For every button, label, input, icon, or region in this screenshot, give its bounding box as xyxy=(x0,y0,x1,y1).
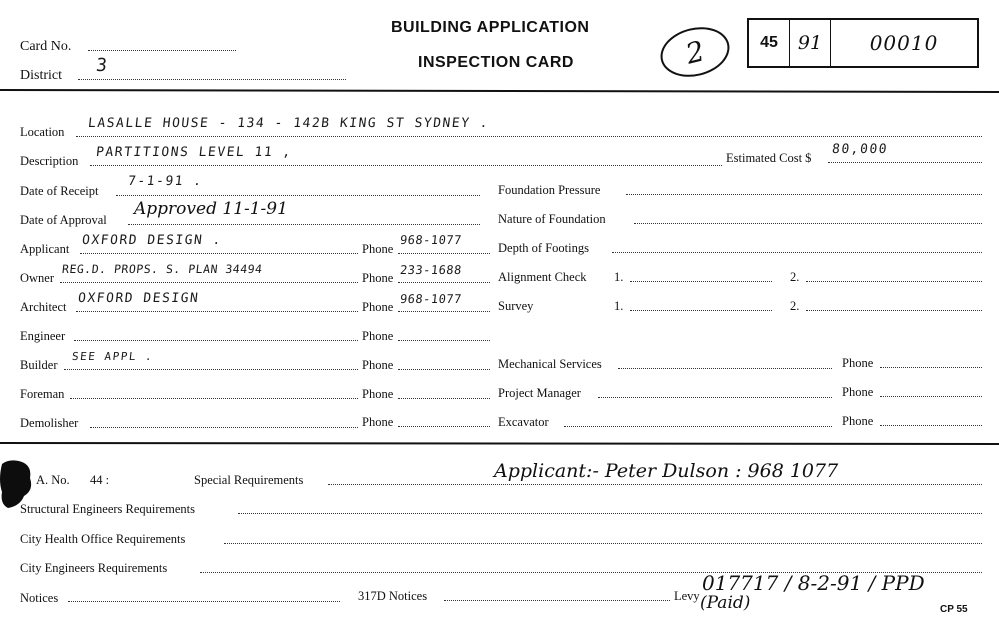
engineer-phone-field[interactable] xyxy=(398,340,490,341)
date-of-receipt-field[interactable] xyxy=(116,195,480,196)
owner-label: Owner xyxy=(20,271,55,285)
builder-label: Builder xyxy=(20,358,58,372)
nature-of-foundation-field[interactable] xyxy=(634,223,982,224)
mechanical-services-field[interactable] xyxy=(618,368,832,369)
architect-value: OXFORD DESIGN xyxy=(77,291,201,306)
owner-field[interactable] xyxy=(60,282,358,283)
survey-field-1[interactable] xyxy=(630,310,772,311)
ref-box-3: 00010 xyxy=(869,31,939,55)
317d-notices-field[interactable] xyxy=(444,600,670,601)
owner-phone-label: Phone xyxy=(362,271,394,285)
applicant-field[interactable] xyxy=(80,253,358,254)
date-of-approval-label: Date of Approval xyxy=(20,213,107,227)
city-health-label: City Health Office Requirements xyxy=(20,532,186,546)
middle-divider xyxy=(0,441,999,447)
city-health-field[interactable] xyxy=(224,543,982,544)
applicant-phone-label: Phone xyxy=(362,242,394,256)
estimated-cost-value: 80,000 xyxy=(831,142,889,157)
date-of-receipt-value: 7-1-91 . xyxy=(127,174,204,189)
builder-phone-label: Phone xyxy=(362,358,394,372)
nature-of-foundation-label: Nature of Foundation xyxy=(498,212,606,226)
survey-field-2[interactable] xyxy=(806,310,982,311)
project-manager-field[interactable] xyxy=(598,397,832,398)
district-value: 3 xyxy=(94,55,110,76)
mechanical-services-label: Mechanical Services xyxy=(498,357,602,371)
architect-label: Architect xyxy=(20,300,67,314)
depth-of-footings-field[interactable] xyxy=(612,252,982,253)
foreman-phone-label: Phone xyxy=(362,387,394,401)
location-label: Location xyxy=(20,125,65,139)
top-divider xyxy=(0,88,999,94)
applicant-phone-field[interactable] xyxy=(398,253,490,254)
applicant-value: OXFORD DESIGN . xyxy=(81,233,223,248)
ref-box-1: 45 xyxy=(749,20,790,66)
demolisher-phone-label: Phone xyxy=(362,415,394,429)
demolisher-label: Demolisher xyxy=(20,416,79,430)
foreman-phone-field[interactable] xyxy=(398,398,490,399)
title-line-2: INSPECTION CARD xyxy=(418,54,574,71)
excavator-phone-field[interactable] xyxy=(880,425,982,426)
survey-opt2: 2. xyxy=(790,299,800,313)
alignment-check-field-1[interactable] xyxy=(630,281,772,282)
circled-number-value: 2 xyxy=(682,33,708,71)
survey-label: Survey xyxy=(498,299,534,313)
description-label: Description xyxy=(20,154,79,168)
estimated-cost-label: Estimated Cost $ xyxy=(726,151,812,165)
architect-field[interactable] xyxy=(76,311,358,312)
excavator-phone-label: Phone xyxy=(842,414,874,428)
levy-label: Levy xyxy=(674,589,700,603)
builder-phone-field[interactable] xyxy=(398,369,490,370)
location-field[interactable] xyxy=(76,136,982,137)
mechanical-services-phone-label: Phone xyxy=(842,356,874,370)
owner-value: REG.D. PROPS. S. PLAN 34494 xyxy=(61,262,264,276)
foreman-field[interactable] xyxy=(70,398,358,399)
foundation-pressure-field[interactable] xyxy=(626,194,982,195)
engineer-label: Engineer xyxy=(20,329,66,343)
description-field[interactable] xyxy=(90,165,722,166)
card-no-label: Card No. xyxy=(20,39,72,54)
district-label: District xyxy=(20,68,62,83)
architect-phone-value: 968-1077 xyxy=(399,292,463,306)
builder-value: SEE APPL . xyxy=(71,350,154,363)
alignment-check-field-2[interactable] xyxy=(806,281,982,282)
demolisher-phone-field[interactable] xyxy=(398,426,490,427)
alignment-check-label: Alignment Check xyxy=(498,270,587,284)
district-field[interactable] xyxy=(78,79,346,80)
structural-engineers-field[interactable] xyxy=(238,513,982,514)
project-manager-phone-label: Phone xyxy=(842,385,874,399)
architect-phone-field[interactable] xyxy=(398,311,490,312)
applicant-phone-value: 968-1077 xyxy=(399,233,463,247)
architect-phone-label: Phone xyxy=(362,300,394,314)
a-no-label: A. No. xyxy=(36,473,70,487)
owner-phone-value: 233-1688 xyxy=(399,263,463,277)
engineer-field[interactable] xyxy=(74,340,358,341)
description-value: PARTITIONS LEVEL 11 , xyxy=(95,145,293,160)
notices-field[interactable] xyxy=(68,601,340,602)
foundation-pressure-label: Foundation Pressure xyxy=(498,183,601,197)
levy-value: 017717 / 8-2-91 / PPD xyxy=(702,571,925,595)
317d-notices-label: 317D Notices xyxy=(358,589,428,603)
structural-engineers-label: Structural Engineers Requirements xyxy=(20,502,195,516)
excavator-field[interactable] xyxy=(564,426,832,427)
applicant-label: Applicant xyxy=(20,242,70,256)
notices-label: Notices xyxy=(20,591,59,605)
foreman-label: Foreman xyxy=(20,387,65,401)
date-of-approval-field[interactable] xyxy=(128,224,480,225)
special-requirements-label: Special Requirements xyxy=(194,473,304,487)
title-line-1: BUILDING APPLICATION xyxy=(391,19,590,36)
card-no-field[interactable] xyxy=(88,50,236,51)
special-requirements-field[interactable] xyxy=(328,484,982,485)
builder-field[interactable] xyxy=(64,369,358,370)
city-engineers-label: City Engineers Requirements xyxy=(20,561,168,575)
excavator-label: Excavator xyxy=(498,415,549,429)
special-requirements-value: Applicant:- Peter Dulson : 968 1077 xyxy=(494,460,839,482)
date-of-approval-value: Approved 11-1-91 xyxy=(134,199,288,219)
circled-number xyxy=(655,20,735,84)
engineer-phone-label: Phone xyxy=(362,329,394,343)
depth-of-footings-label: Depth of Footings xyxy=(498,241,589,255)
location-value: LASALLE HOUSE - 134 - 142B KING ST SYDNEY . xyxy=(87,116,490,131)
project-manager-label: Project Manager xyxy=(498,386,581,400)
survey-opt1: 1. xyxy=(614,299,624,313)
owner-phone-field[interactable] xyxy=(398,282,490,283)
alignment-check-opt2: 2. xyxy=(790,270,800,284)
date-of-receipt-label: Date of Receipt xyxy=(20,184,99,198)
mechanical-services-phone-field[interactable] xyxy=(880,367,982,368)
a-no-value: 44 : xyxy=(90,473,110,487)
form-code: CP 55 xyxy=(940,604,968,615)
demolisher-field[interactable] xyxy=(90,427,358,428)
ref-box-2: 91 xyxy=(790,20,831,66)
project-manager-phone-field[interactable] xyxy=(880,396,982,397)
alignment-check-opt1: 1. xyxy=(614,270,624,284)
estimated-cost-field[interactable] xyxy=(828,162,982,163)
levy-paid: (Paid) xyxy=(700,593,751,613)
reference-boxes xyxy=(747,18,979,68)
